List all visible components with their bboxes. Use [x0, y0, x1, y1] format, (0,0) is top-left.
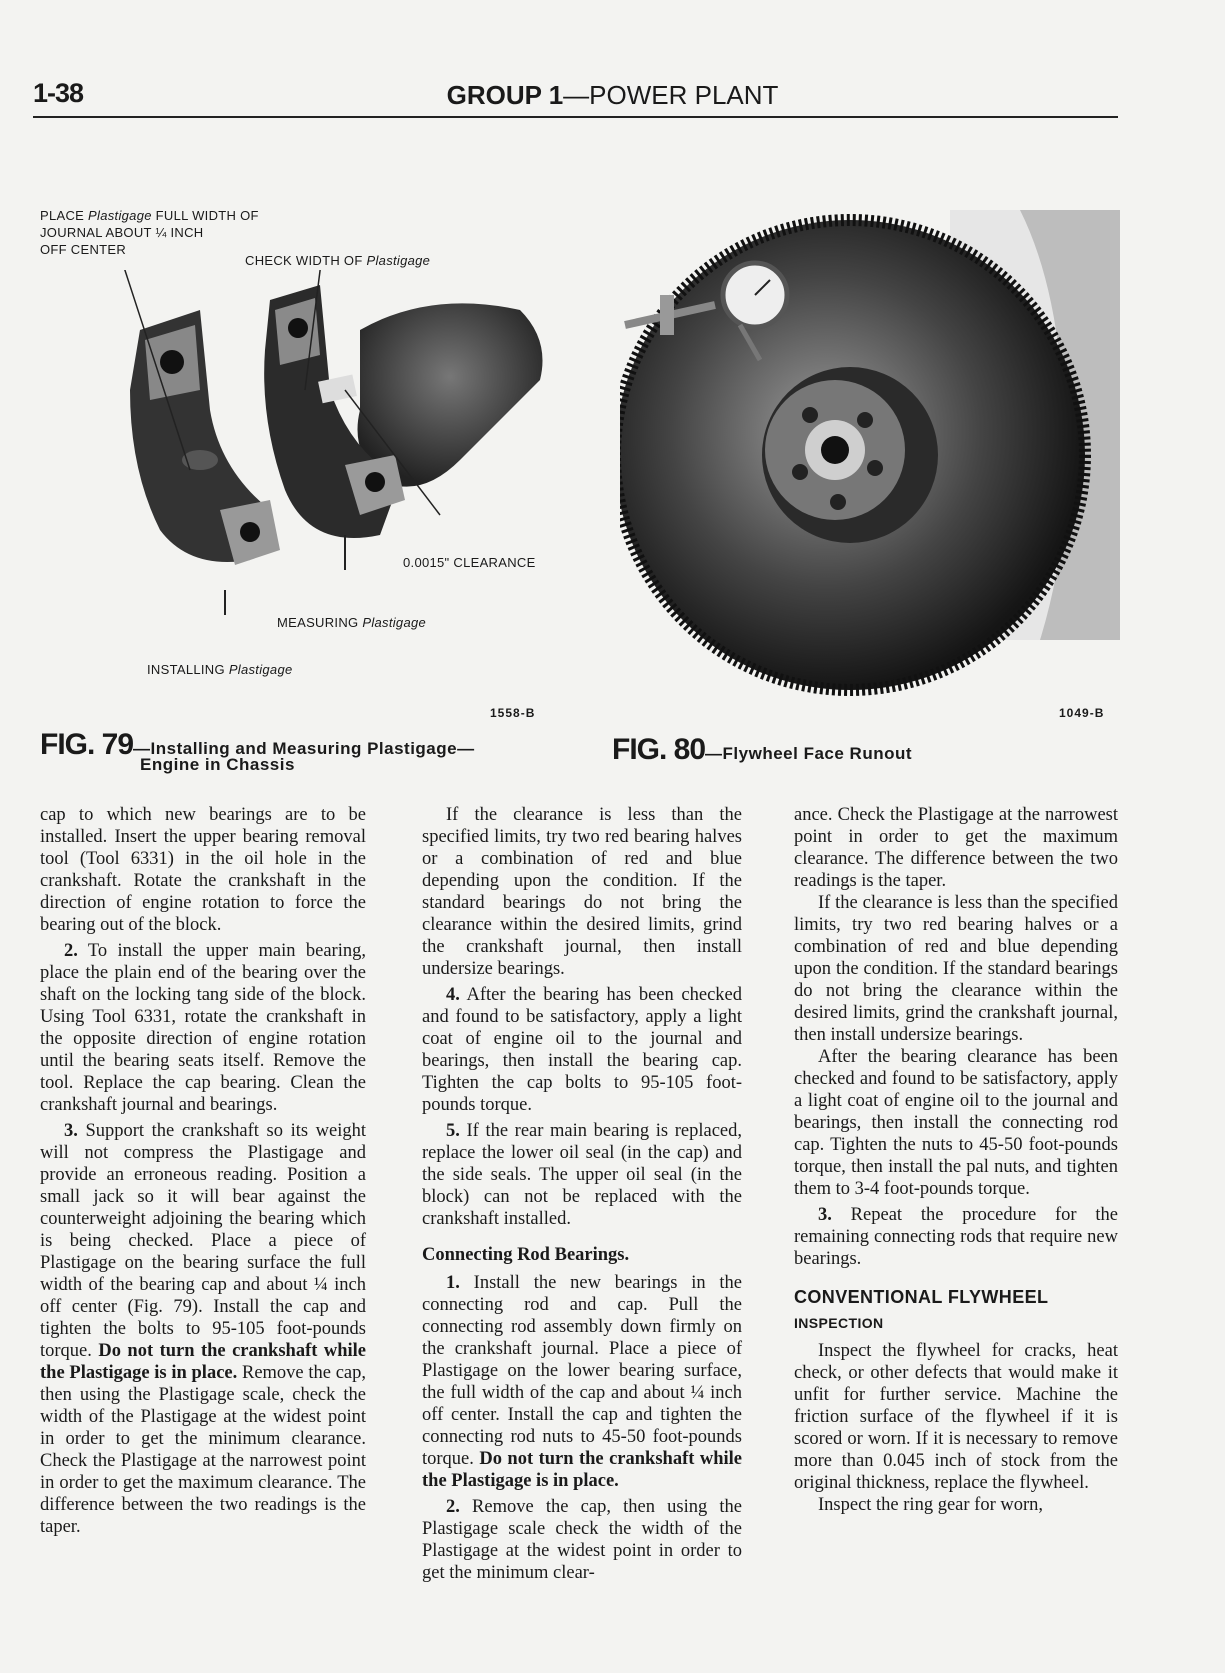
fig79-caption-line1: —Installing and Measuring Plastigage— [133, 739, 475, 758]
col3-paragraph-6: Inspect the ring gear for worn, [818, 1495, 1043, 1515]
text-column-3 [794, 804, 1118, 1516]
fig79-bearing-photo [100, 270, 560, 650]
col1-paragraph-2: 2. To install the upper main bearing, place the plain end of the bearing over the shaft on the locking tang side of the block. Using Tool 6331, rotate the crankshaft in the opposite direction of engine rotation until the bearing seats itself. Remove the tool. Replace the cap bearing. Clean the crankshaft journal and bearings. [40, 941, 366, 1115]
header-rule [33, 116, 1118, 118]
text-column-2 [422, 804, 742, 1584]
page-header-title [0, 80, 1225, 111]
col3-paragraph-4: 3. Repeat the procedure for the remaining connecting rods that require new bearings. [794, 1205, 1118, 1269]
col2-paragraph-4: 1. Install the new bearings in the connecting rod and cap. Pull the connecting rod assembly down firmly on the crankshaft journal. Place a piece of Plastigage on the lower bearing surface, the full width of the cap and about ¼ inch off center. Install the cap and tighten the connecting rod nuts to 45-50 foot-pounds torque. Do not turn the crankshaft while the Plastigage is in place. [422, 1273, 742, 1491]
inspection-subheading: INSPECTION [794, 1315, 884, 1331]
label-measuring: MEASURING Plastigage [277, 615, 427, 630]
fig79-number: FIG. 79 [40, 728, 134, 761]
col3-paragraph-5: Inspect the flywheel for cracks, heat check, or other defects that would make it unfit for further service. Machine the friction surface of the flywheel if it is scored or worn. If it is necessary to remove more than 0.045 inch of stock from the original thickness, replace the flywheel. [794, 1341, 1118, 1493]
col3-paragraph-2: If the clearance is less than the specified limits, try two red bearing halves or a combination of red and blue depending upon the condition. If the standard bearings do not bring the clearance within the desired limits, grind the crankshaft journal, then install undersize bearings. [794, 893, 1118, 1045]
fig79-caption-line2-wrap [140, 755, 295, 775]
label-check-width: CHECK WIDTH OF Plastigage [245, 253, 431, 268]
col2-paragraph-5: 2. Remove the cap, then using the Plastigage scale check the width of the Plastigage at the widest point in order to get the minimum clear- [422, 1497, 742, 1583]
col2-paragraph-3: 5. If the rear main bearing is replaced, replace the lower oil seal (in the cap) and the side seals. The upper oil seal (in the block) can not be replaced with the crankshaft installed. [422, 1121, 742, 1229]
group-number: GROUP 1 [446, 80, 564, 110]
fig80-number: FIG. 80 [612, 733, 706, 766]
col2-paragraph-2: 4. After the bearing has been checked and found to be satisfactory, apply a light coat of engine oil to the journal and bearings, then install the bearing cap. Tighten the cap bolts to 95-105 foot-pounds torque. [422, 985, 742, 1115]
col3-paragraph-1: ance. Check the Plastigage at the narrowest point in order to get the maximum clearance. The difference between the two readings is the taper. [794, 805, 1118, 891]
col1-paragraph-3: 3. Support the crankshaft so its weight will not compress the Plastigage and provide an erroneous reading. Position a small jack so it will bear against the counterweight adjoining the bearing which is being checked. Place a piece of Plastigage on the bearing surface the full width of the bearing cap and about ¼ inch off center (Fig. 79). Install the cap and tighten the bolts to 95-105 foot-pounds torque. Do not turn the crankshaft while the Plastigage is in place. Remove the cap, then using the Plastigage scale, check the width of the Plastigage at the widest point in order to get the minimum clearance. Check the Plastigage at the narrowest point in order to get the maximum clearance. The difference between the two readings is the taper. [40, 1121, 366, 1537]
text-column-1 [40, 804, 366, 1538]
col3-paragraph-3: After the bearing clearance has been checked and found to be satisfactory, apply a light coat of engine oil to the journal and bearings, then install the connecting rod cap. Tighten the nuts to 45-50 foot-pounds torque, then install the pal nuts, and tighten them to 3-4 foot-pounds torque. [794, 1047, 1118, 1199]
fig79-code: 1558-B [490, 706, 536, 720]
label-clearance: 0.0015" CLEARANCE [403, 555, 536, 570]
col2-paragraph-1: If the clearance is less than the specified limits, try two red bearing halves or a combination of red and blue depending upon the condition. If the standard bearings do not bring the clearance within the desired limits, grind the crankshaft journal, then install undersize bearings. [422, 805, 742, 979]
label-place-plastigage: PLACE Plastigage FULL WIDTH OF JOURNAL ABOUT ¼ INCH OFF CENTER [40, 208, 259, 257]
fig79-caption-line2: Engine in Chassis [140, 755, 295, 774]
fig80-caption [612, 733, 912, 767]
fig80-flywheel-photo [620, 210, 1120, 720]
fig80-caption-text: —Flywheel Face Runout [705, 744, 913, 763]
col1-paragraph-1: cap to which new bearings are to be installed. Insert the upper bearing removal tool (Tool 6331) in the oil hole in the crankshaft. Rotate the crankshaft in the direction of engine rotation to force the bearing out of the block. [40, 805, 366, 935]
group-title: —POWER PLANT [563, 80, 779, 110]
page-number: 1-38 [33, 78, 84, 108]
connecting-rod-heading: Connecting Rod Bearings. [422, 1245, 630, 1265]
fig80-code: 1049-B [1059, 706, 1105, 720]
conventional-flywheel-heading: CONVENTIONAL FLYWHEEL [794, 1287, 1049, 1307]
label-installing: INSTALLING Plastigage [147, 662, 293, 677]
